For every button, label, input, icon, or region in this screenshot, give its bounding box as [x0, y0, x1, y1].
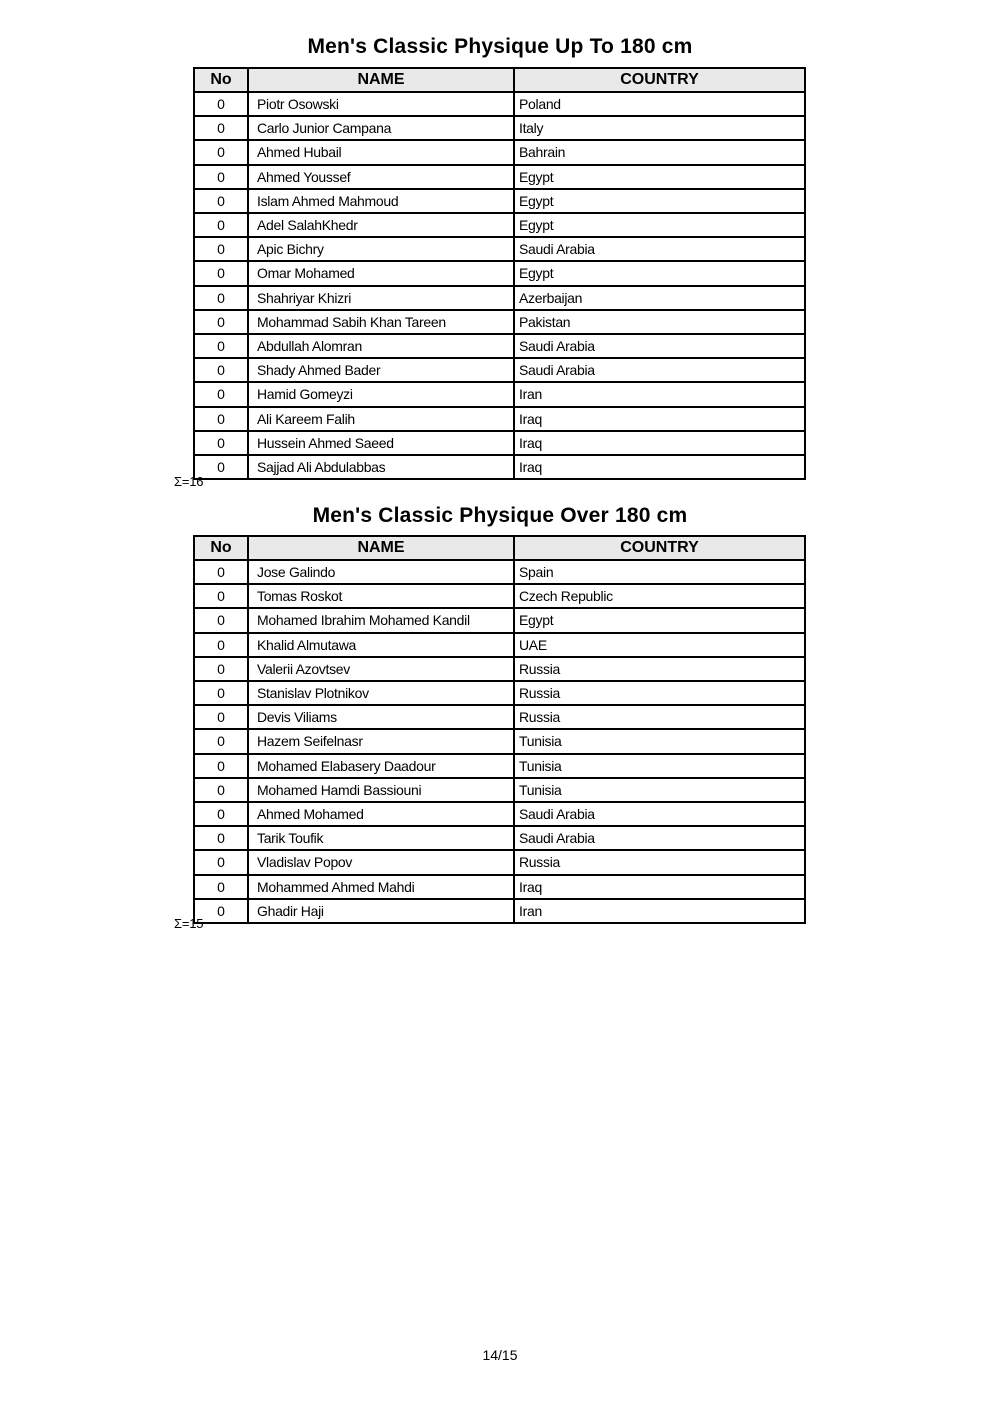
cell-name: Ahmed Youssef: [248, 165, 514, 189]
cell-name: Tarik Toufik: [248, 826, 514, 850]
table-body: [194, 560, 805, 923]
cell-name: Piotr Osowski: [248, 92, 514, 116]
cell-no: 0: [194, 875, 248, 899]
header-country: COUNTRY: [514, 536, 805, 560]
table-row: [194, 261, 805, 285]
cell-no: 0: [194, 584, 248, 608]
header-country: COUNTRY: [514, 68, 805, 92]
cell-country: Egypt: [514, 213, 805, 237]
table-row: [194, 140, 805, 164]
cell-no: 0: [194, 261, 248, 285]
cell-name: Shahriyar Khizri: [248, 286, 514, 310]
cell-country: Iraq: [514, 431, 805, 455]
table-row: [194, 608, 805, 632]
table-row: [194, 850, 805, 874]
cell-country: Saudi Arabia: [514, 237, 805, 261]
cell-no: 0: [194, 705, 248, 729]
table-row: [194, 584, 805, 608]
cell-country: Tunisia: [514, 754, 805, 778]
cell-name: Vladislav Popov: [248, 850, 514, 874]
table-row: [194, 875, 805, 899]
cell-no: 0: [194, 560, 248, 584]
cell-no: 0: [194, 116, 248, 140]
cell-no: 0: [194, 382, 248, 406]
cell-name: Mohammad Sabih Khan Tareen: [248, 310, 514, 334]
cell-name: Stanislav Plotnikov: [248, 681, 514, 705]
header-name: NAME: [248, 68, 514, 92]
cell-name: Mohamed Hamdi Bassiouni: [248, 778, 514, 802]
cell-name: Sajjad Ali Abdulabbas: [248, 455, 514, 479]
cell-country: Russia: [514, 657, 805, 681]
cell-name: Ahmed Mohamed: [248, 802, 514, 826]
cell-name: Abdullah Alomran: [248, 334, 514, 358]
cell-no: 0: [194, 802, 248, 826]
cell-country: Russia: [514, 705, 805, 729]
cell-country: Tunisia: [514, 778, 805, 802]
table-header-row: [194, 536, 805, 560]
table-title-up-to-180: Men's Classic Physique Up To 180 cm: [307, 35, 693, 58]
table-row: [194, 633, 805, 657]
cell-no: 0: [194, 189, 248, 213]
cell-no: 0: [194, 407, 248, 431]
header-no: No: [194, 68, 248, 92]
cell-country: Azerbaijan: [514, 286, 805, 310]
roster-table-over-180: [193, 535, 806, 924]
cell-no: 0: [194, 334, 248, 358]
header-name: NAME: [248, 536, 514, 560]
cell-no: 0: [194, 286, 248, 310]
cell-no: 0: [194, 92, 248, 116]
table-row: [194, 899, 805, 923]
cell-country: Saudi Arabia: [514, 826, 805, 850]
cell-country: Russia: [514, 681, 805, 705]
cell-name: Khalid Almutawa: [248, 633, 514, 657]
table-row: [194, 431, 805, 455]
cell-country: Poland: [514, 92, 805, 116]
table-row: [194, 310, 805, 334]
table-row: [194, 116, 805, 140]
table-row: [194, 165, 805, 189]
cell-name: Jose Galindo: [248, 560, 514, 584]
table-row: [194, 382, 805, 406]
cell-no: 0: [194, 729, 248, 753]
cell-no: 0: [194, 850, 248, 874]
cell-no: 0: [194, 899, 248, 923]
table-row: [194, 657, 805, 681]
table-row: [194, 560, 805, 584]
cell-country: Egypt: [514, 165, 805, 189]
cell-name: Adel SalahKhedr: [248, 213, 514, 237]
table-row: [194, 334, 805, 358]
cell-no: 0: [194, 681, 248, 705]
cell-name: Carlo Junior Campana: [248, 116, 514, 140]
cell-no: 0: [194, 826, 248, 850]
cell-country: Iraq: [514, 875, 805, 899]
cell-no: 0: [194, 633, 248, 657]
table-row: [194, 407, 805, 431]
cell-country: Saudi Arabia: [514, 802, 805, 826]
cell-country: Saudi Arabia: [514, 334, 805, 358]
cell-country: Egypt: [514, 261, 805, 285]
cell-name: Ahmed Hubail: [248, 140, 514, 164]
cell-name: Tomas Roskot: [248, 584, 514, 608]
cell-country: Tunisia: [514, 729, 805, 753]
cell-no: 0: [194, 140, 248, 164]
cell-country: Spain: [514, 560, 805, 584]
cell-name: Ghadir Haji: [248, 899, 514, 923]
cell-name: Islam Ahmed Mahmoud: [248, 189, 514, 213]
table-row: [194, 729, 805, 753]
cell-name: Hamid Gomeyzi: [248, 382, 514, 406]
cell-name: Hussein Ahmed Saeed: [248, 431, 514, 455]
cell-no: 0: [194, 608, 248, 632]
table-row: [194, 237, 805, 261]
cell-no: 0: [194, 754, 248, 778]
cell-country: Iran: [514, 899, 805, 923]
table-row: [194, 681, 805, 705]
cell-no: 0: [194, 455, 248, 479]
table-row: [194, 92, 805, 116]
table-row: [194, 358, 805, 382]
cell-country: Egypt: [514, 608, 805, 632]
cell-country: Iraq: [514, 455, 805, 479]
table-row: [194, 778, 805, 802]
cell-name: Omar Mohamed: [248, 261, 514, 285]
cell-country: Russia: [514, 850, 805, 874]
table-row: [194, 802, 805, 826]
cell-name: Valerii Azovtsev: [248, 657, 514, 681]
cell-no: 0: [194, 213, 248, 237]
table-header-row: [194, 68, 805, 92]
cell-no: 0: [194, 431, 248, 455]
cell-name: Mohamed Elabasery Daadour: [248, 754, 514, 778]
cell-name: Shady Ahmed Bader: [248, 358, 514, 382]
sum-label-up-to-180: Σ=16: [174, 474, 204, 489]
cell-no: 0: [194, 237, 248, 261]
cell-no: 0: [194, 657, 248, 681]
cell-name: Apic Bichry: [248, 237, 514, 261]
cell-country: Bahrain: [514, 140, 805, 164]
cell-no: 0: [194, 358, 248, 382]
roster-table-up-to-180: [193, 67, 806, 480]
page-number: 14/15: [482, 1347, 518, 1363]
cell-name: Ali Kareem Falih: [248, 407, 514, 431]
table-row: [194, 189, 805, 213]
cell-country: Iran: [514, 382, 805, 406]
cell-name: Hazem Seifelnasr: [248, 729, 514, 753]
table-row: [194, 705, 805, 729]
table-row: [194, 455, 805, 479]
cell-name: Mohamed Ibrahim Mohamed Kandil: [248, 608, 514, 632]
table-row: [194, 754, 805, 778]
table-row: [194, 826, 805, 850]
cell-country: Iraq: [514, 407, 805, 431]
cell-name: Mohammed Ahmed Mahdi: [248, 875, 514, 899]
cell-country: Italy: [514, 116, 805, 140]
cell-country: Egypt: [514, 189, 805, 213]
table-title-over-180: Men's Classic Physique Over 180 cm: [312, 504, 688, 527]
sum-label-over-180: Σ=15: [174, 916, 204, 931]
cell-country: Pakistan: [514, 310, 805, 334]
cell-no: 0: [194, 778, 248, 802]
cell-country: Czech Republic: [514, 584, 805, 608]
cell-country: UAE: [514, 633, 805, 657]
table-body: [194, 92, 805, 479]
cell-name: Devis Viliams: [248, 705, 514, 729]
cell-no: 0: [194, 310, 248, 334]
cell-country: Saudi Arabia: [514, 358, 805, 382]
header-no: No: [194, 536, 248, 560]
table-row: [194, 213, 805, 237]
cell-no: 0: [194, 165, 248, 189]
table-row: [194, 286, 805, 310]
